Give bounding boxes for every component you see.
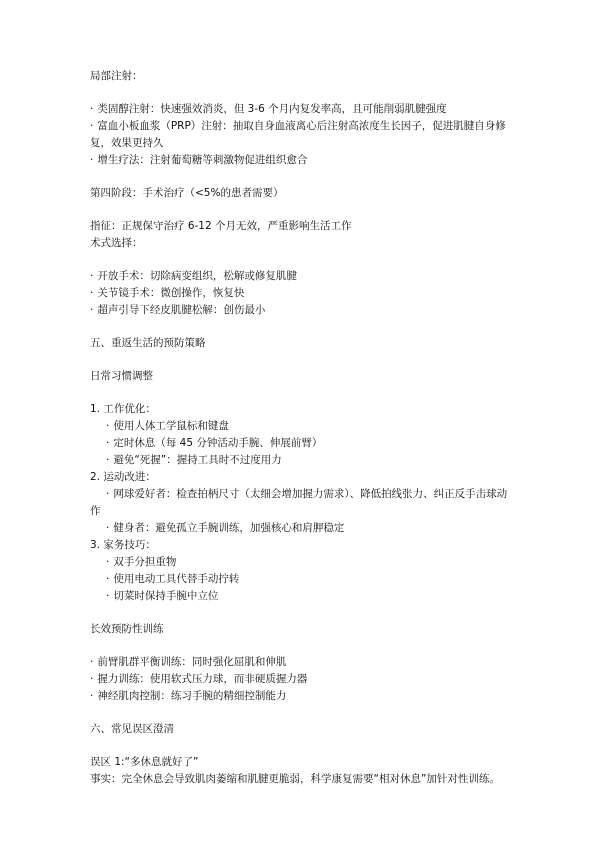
group-label: 1. 工作优化： bbox=[90, 403, 156, 415]
document-body bbox=[90, 68, 510, 788]
list-item: · 双手分担重物 bbox=[106, 556, 177, 568]
group-label: 2. 运动改进： bbox=[90, 471, 156, 483]
list-item: · 避免“死握”：握持工具时不过度用力 bbox=[106, 454, 282, 466]
stage4-choice-label: 术式选择： bbox=[90, 237, 143, 249]
list-item: · 切菜时保持手腕中立位 bbox=[106, 590, 219, 602]
list-item: · 定时休息（每 45 分钟活动手腕、伸展前臂） bbox=[106, 437, 323, 449]
daily-habits-heading: 日常习惯调整 bbox=[90, 370, 153, 382]
list-item: · 神经肌肉控制：练习手腕的精细控制能力 bbox=[90, 690, 287, 702]
list-item: · 使用电动工具代替手动拧转 bbox=[106, 573, 240, 585]
local-injection-heading: 局部注射： bbox=[90, 70, 143, 82]
list-item: · 超声引导下经皮肌腱松解：创伤最小 bbox=[90, 304, 266, 316]
group-label: 3. 家务技巧： bbox=[90, 539, 156, 551]
list-item: · 增生疗法：注射葡萄糖等刺激物促进组织愈合 bbox=[90, 154, 308, 166]
list-item: · 开放手术：切除病变组织，松解或修复肌腱 bbox=[90, 270, 297, 282]
list-item: · 关节镜手术：微创操作，恢复快 bbox=[90, 287, 245, 299]
stage4-heading: 第四阶段：手术治疗（<5%的患者需要） bbox=[90, 187, 284, 199]
myth-text: 误区 1:“多休息就好了” bbox=[90, 756, 199, 768]
long-term-heading: 长效预防性训练 bbox=[90, 623, 164, 635]
list-item: · 富血小板血浆（PRP）注射：抽取自身血液离心后注射高浓度生长因子，促进肌腱自身修复，效果更持久 bbox=[90, 120, 506, 149]
list-item: · 类固醇注射：快速强效消炎，但 3-6 个月内复发率高，且可能削弱肌腱强度 bbox=[90, 103, 447, 115]
fact-text: 事实：完全休息会导致肌肉萎缩和肌腱更脆弱，科学康复需要“相对休息”加针对性训练。 bbox=[90, 773, 500, 785]
list-item: · 握力训练：使用软式压力球，而非硬质握力器 bbox=[90, 673, 308, 685]
list-item: · 使用人体工学鼠标和键盘 bbox=[106, 420, 229, 432]
list-item: · 前臂肌群平衡训练：同时强化屈肌和伸肌 bbox=[90, 656, 287, 668]
list-item: · 网球爱好者：检查拍柄尺寸（太细会增加握力需求）、降低拍线张力、纠正反手击球动作 bbox=[90, 488, 508, 517]
section5-heading: 五、重返生活的预防策略 bbox=[90, 337, 206, 349]
stage4-indication: 指征：正规保守治疗 6-12 个月无效，严重影响生活工作 bbox=[90, 220, 352, 232]
list-item: · 健身者：避免孤立手腕训练，加强核心和肩胛稳定 bbox=[106, 522, 345, 534]
section6-heading: 六、常见误区澄清 bbox=[90, 723, 174, 735]
